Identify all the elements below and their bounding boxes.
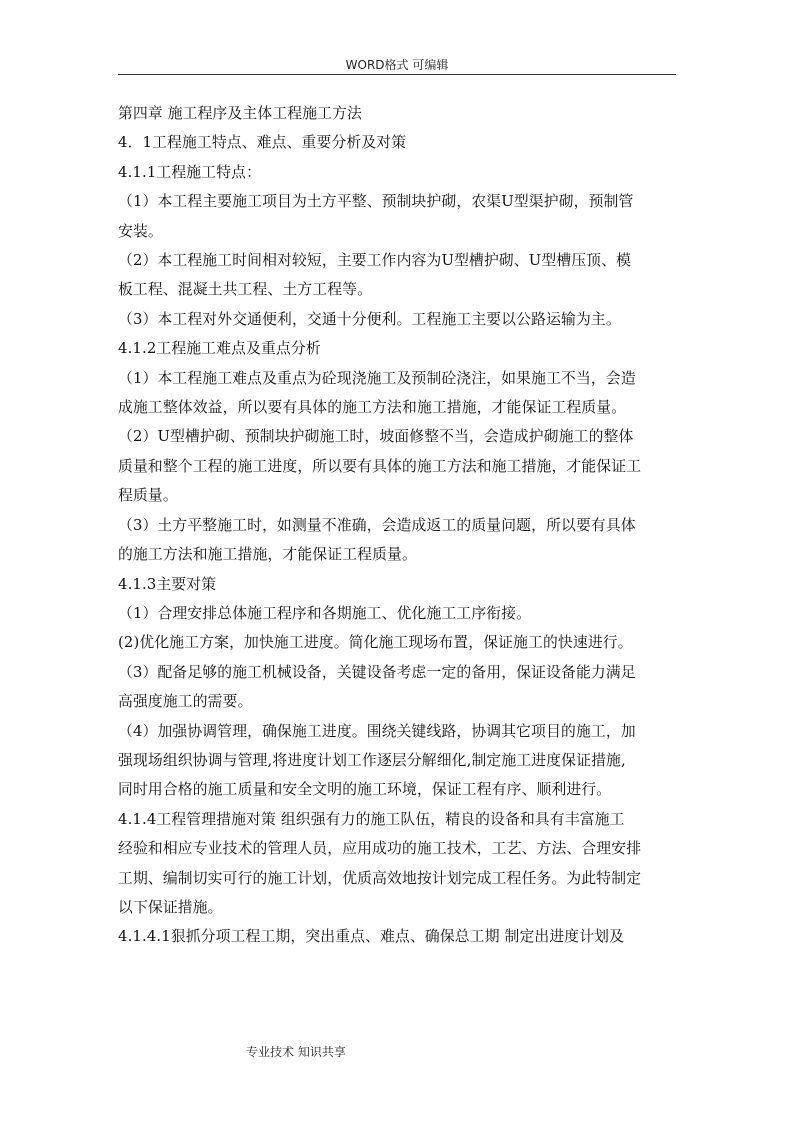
text-line: 板工程、混凝土共工程、土方工程等。 [118,281,373,299]
text-line: 安装。 [118,222,163,240]
document-body [118,99,683,952]
text-line: 同时用合格的施工质量和安全文明的施工环境，保证工程有序、顺利进行。 [118,781,612,799]
text-line: 以下保证措施。 [118,898,223,916]
text-line: （1）本工程主要施工项目为土方平整、预制块护砌，农渠U型渠护砌，预制管 [118,193,634,211]
text-line: 质量和整个工程的施工进度，所以要有具体的施工方法和施工措施，才能保证工 [118,457,642,475]
text-line: 4.1.4工程管理措施对策 组织强有力的施工队伍，精良的设备和具有丰富施工 [118,810,625,828]
page-header [0,56,794,73]
text-line: 4．1工程施工特点、难点、重要分析及对策 [118,134,407,152]
text-line: 4.1.1工程施工特点： [118,163,262,181]
text-line: （3）本工程对外交通便利，交通十分便利。工程施工主要以公路运输为主。 [118,310,621,328]
text-line: 4.1.3主要对策 [118,575,217,593]
header-divider [118,74,676,75]
text-line: （2）U型槽护砌、预制块护砌施工时，坡面修整不当，会造成护砌施工的整体 [118,428,634,446]
text-line: 成施工整体效益，所以要有具体的施工方法和施工措施，才能保证工程质量。 [118,399,627,417]
text-line: 的施工方法和施工措施，才能保证工程质量。 [118,546,417,564]
text-line: 工期、编制切实可行的施工计划，优质高效地按计划完成工程任务。为此特制定 [118,869,642,887]
text-line: 经验和相应专业技术的管理人员，应用成功的施工技术，工艺、方法、合理安排 [118,840,642,858]
text-line: 第四章 施工程序及主体工程施工方法 [118,105,363,122]
text-line: (2)优化施工方案，加快施工进度。简化施工现场布置，保证施工的快速进行。 [118,634,633,652]
text-line: 强现场组织协调与管理,将进度计划工作逐层分解细化,制定施工进度保证措施, [118,751,626,769]
text-line: 4.1.2工程施工难点及重点分析 [118,340,321,358]
footer-text: 专业技术 知识共享 [246,1045,346,1059]
text-line: （4）加强协调管理，确保施工进度。围绕关键线路，协调其它项目的施工，加 [118,722,636,740]
text-line: （3）配备足够的施工机械设备，关键设备考虑一定的备用，保证设备能力满足 [118,663,636,681]
text-line: 高强度施工的需要。 [118,693,253,711]
text-line: 4.1.4.1狠抓分项工程工期，突出重点、难点、确保总工期 制定出进度计划及 [118,928,625,946]
text-line: （3）土方平整施工时，如测量不准确，会造成返工的质量问题，所以要有具体 [118,516,636,534]
page-footer [246,1043,346,1060]
text-line: （2）本工程施工时间相对较短，主要工作内容为U型槽护砌、U型槽压顶、模 [118,252,632,270]
text-line: （1）合理安排总体施工程序和各期施工、优化施工工序衔接。 [118,604,532,622]
text-line: 程质量。 [118,487,178,505]
text-line: （1）本工程施工难点及重点为砼现浇施工及预制砼浇注，如果施工不当，会造 [118,369,636,387]
header-text: WORD格式 可编辑 [345,58,449,72]
